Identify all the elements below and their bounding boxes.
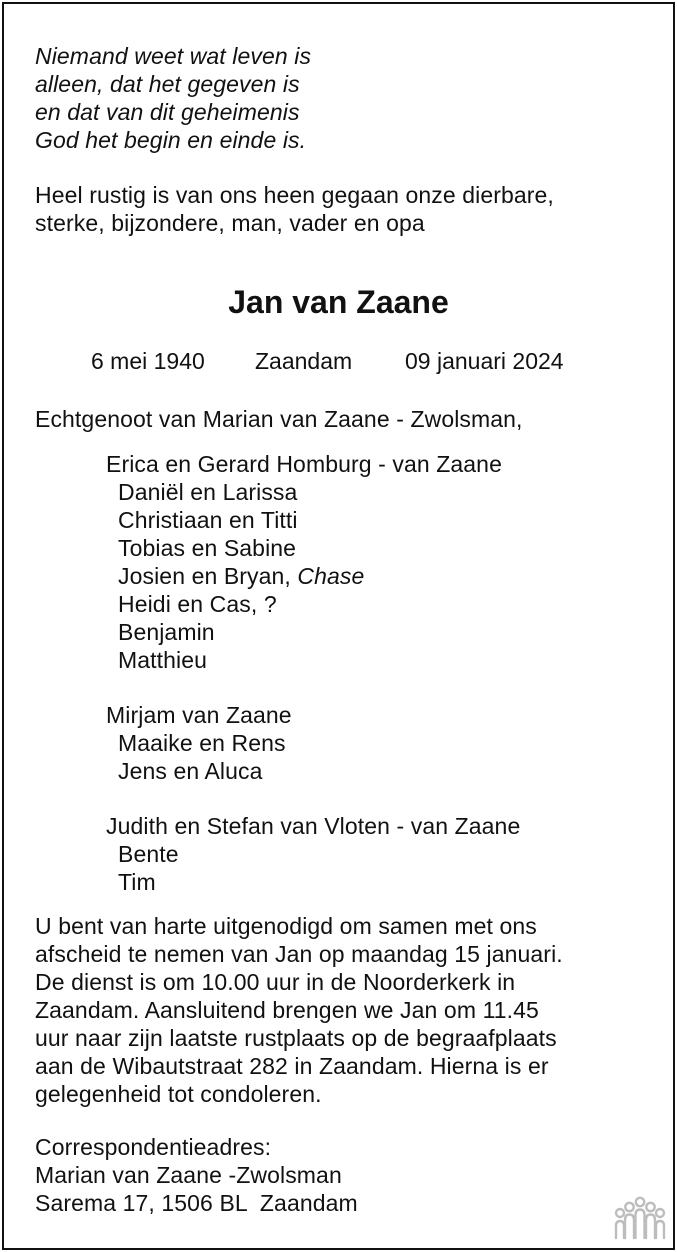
intro-line-1: Heel rustig is van ons heen gegaan onze dierbare, — [35, 182, 554, 208]
invitation-line: uur naar zijn laatste rustplaats op de begraafplaats — [35, 1025, 557, 1051]
place: Zaandam — [255, 348, 353, 374]
invitation-line: Zaandam. Aansluitend brengen we Jan om 11.45 — [35, 997, 539, 1023]
poem-line-4: God het begin en einde is. — [35, 127, 307, 153]
family-member: Tim — [118, 869, 156, 895]
invitation-line: De dienst is om 10.00 uur in de Noorderkerk in — [35, 969, 516, 995]
invitation-line: afscheid te nemen van Jan op maandag 15 januari. — [35, 941, 563, 967]
family-member: Daniël en Larissa — [118, 479, 298, 505]
correspondence-name: Marian van Zaane -Zwolsman — [35, 1162, 342, 1188]
correspondence-address: Sarema 17, 1506 BL Zaandam — [35, 1190, 358, 1216]
invitation-line: U bent van harte uitgenodigd om samen met ons — [35, 913, 537, 939]
correspondence-label: Correspondentieadres: — [35, 1134, 272, 1160]
family-head-3: Judith en Stefan van Vloten - van Zaane — [106, 813, 521, 839]
poem-line-3: en dat van dit geheimenis — [35, 99, 300, 125]
family-head-2: Mirjam van Zaane — [106, 702, 292, 728]
family-member: Benjamin — [118, 619, 215, 645]
family-group-icon — [614, 1196, 666, 1240]
family-member: Tobias en Sabine — [118, 535, 297, 561]
spouse-line: Echtgenoot van Marian van Zaane - Zwolsman, — [35, 406, 523, 432]
family-member: Maaike en Rens — [118, 730, 286, 756]
deceased-name: Jan van Zaane — [228, 284, 449, 320]
family-member: Jens en Aluca — [118, 758, 263, 784]
family-member: Bente — [118, 841, 179, 867]
family-member: Christiaan en Titti — [118, 507, 298, 533]
family-member — [118, 562, 364, 590]
invitation-line: gelegenheid tot condoleren. — [35, 1081, 322, 1107]
family-member-names: Josien en Bryan, — [118, 563, 291, 589]
intro-line-2: sterke, bijzondere, man, vader en opa — [35, 210, 425, 236]
family-member: Matthieu — [118, 647, 208, 673]
poem-line-2: alleen, dat het gegeven is — [35, 71, 300, 97]
invitation-line: aan de Wibautstraat 282 in Zaandam. Hierna is er — [35, 1053, 549, 1079]
family-member: Heidi en Cas, ? — [118, 591, 277, 617]
death-date: 09 januari 2024 — [405, 348, 564, 374]
birth-date: 6 mei 1940 — [91, 348, 205, 374]
family-head-1: Erica en Gerard Homburg - van Zaane — [106, 451, 502, 477]
great-grandchild: Chase — [297, 563, 365, 589]
poem-line-1: Niemand weet wat leven is — [35, 43, 312, 69]
